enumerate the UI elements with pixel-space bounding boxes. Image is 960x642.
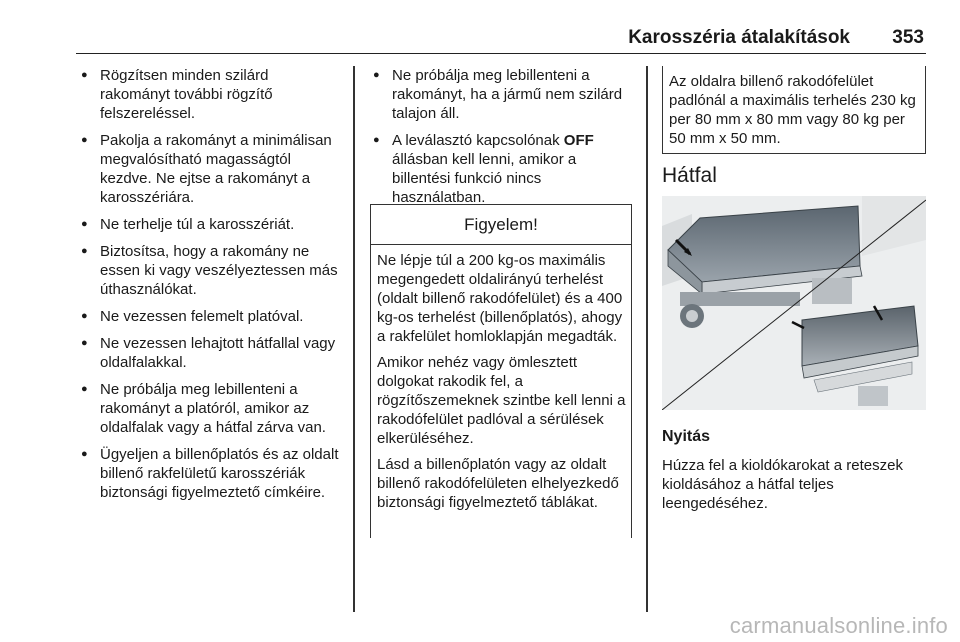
- column-divider: [646, 66, 648, 612]
- list-item: ● Ne vezessen felemelt platóval.: [78, 307, 340, 326]
- warning-paragraph: Lásd a billenőplatón vagy az oldalt billenő rakodófelületen elhelyezkedő biztonsági figyelmeztető táblákat.: [377, 456, 619, 511]
- warning-body: [371, 245, 631, 512]
- list-item: ● Ügyeljen a billenőplatós és az oldalt billenő rakfelületű karosszériák biztonsági figyelmeztető címkéire.: [78, 445, 340, 502]
- page-number: 353: [892, 27, 924, 48]
- list-item: ● Ne terhelje túl a karosszériát.: [78, 215, 340, 234]
- column-1: [78, 66, 340, 510]
- section-title: Hátfal: [662, 164, 717, 187]
- bullet-list-1: [78, 66, 340, 502]
- list-item: ● Biztosítsa, hogy a rakomány ne essen ki vagy veszélyeztessen más úthasználókat.: [78, 242, 340, 299]
- warning-title: Figyelem!: [371, 205, 631, 245]
- bullet-list-2: [370, 66, 632, 207]
- column-2: [370, 66, 632, 215]
- header-title: Karosszéria átalakítások: [628, 27, 850, 48]
- list-item: ● Pakolja a rakományt a minimálisan megvalósítható magasságtól kezdve. Ne ejtse a rakományt a karosszériára.: [78, 131, 340, 207]
- list-item: [370, 131, 632, 207]
- text-segment: A leválasztó kapcsolónak: [392, 132, 564, 149]
- column-divider: [353, 66, 355, 612]
- list-item: ● Ne próbálja meg lebillenteni a rakományt a platóról, amikor az oldalfalak vagy a hátfal zárva van.: [78, 380, 340, 437]
- watermark: carmanualsonline.info: [729, 613, 948, 638]
- page-header: [76, 26, 926, 54]
- note-box: Az oldalra billenő rakodófelület padlónál a maximális terhelés 230 kg per 80 mm x 80 mm vagy 80 kg per 50 mm x 50 mm.: [662, 66, 926, 154]
- subsection-title: Nyitás: [662, 428, 711, 445]
- list-item: ● Ne próbálja meg lebillenteni a rakományt, ha a jármű nem szilárd talajon áll.: [370, 66, 632, 123]
- tailgate-illustration-svg: [662, 196, 926, 410]
- list-item: ● Ne vezessen lehajtott hátfallal vagy oldalfalakkal.: [78, 334, 340, 372]
- off-label: OFF: [563, 132, 594, 149]
- warning-paragraph: Ne lépje túl a 200 kg-os maximális megengedett oldalirányú terhelést (oldalt billenő rakodófelület) és a 400 kg-os terhelést (billenőplatós), ahogy a rakfelület homloklapján megadták.: [377, 252, 623, 345]
- warning-paragraph: Amikor nehéz vagy ömlesztett dolgokat rakodik fel, a rögzítőszemeknek szintbe kell lenni a rakodófelület padlóval a sérülések elkerüléséhez.: [377, 354, 626, 447]
- list-item: ● Rögzítsen minden szilárd rakományt további rögzítő felszereléssel.: [78, 66, 340, 123]
- text-segment: állásban kell lenni, amikor a billentési funkció nincs használatban.: [392, 151, 577, 206]
- warning-box: [370, 204, 632, 538]
- tailgate-illustration: [662, 196, 926, 410]
- body-paragraph: Húzza fel a kioldókarokat a reteszek kioldásához a hátfal teljes leengedéséhez.: [662, 457, 903, 512]
